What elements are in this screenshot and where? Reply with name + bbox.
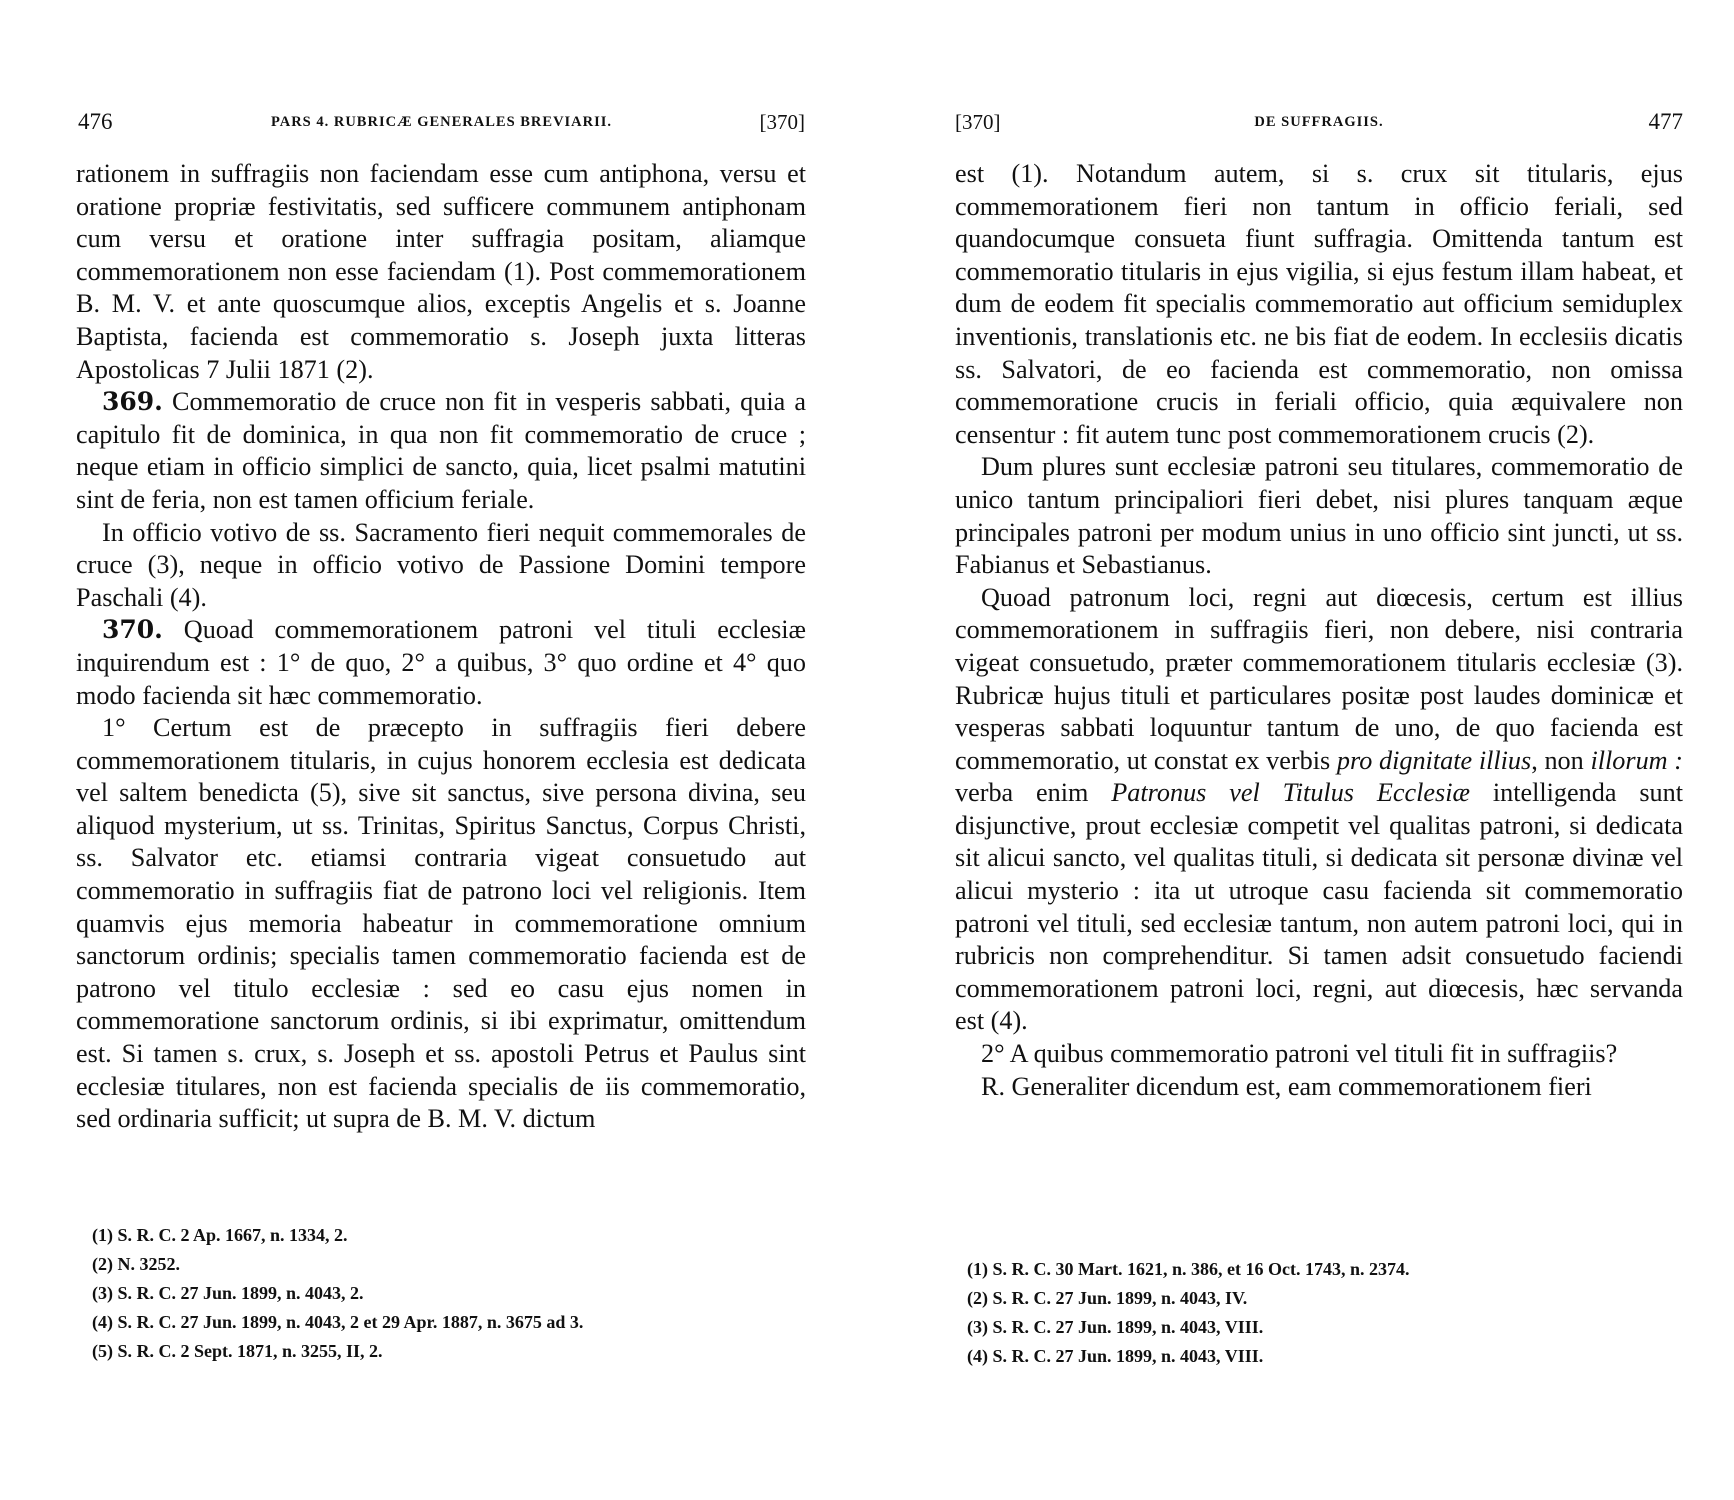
paragraph: R. Generaliter dicendum est, eam commemorationem fieri <box>981 1071 1592 1101</box>
footnote: (1) S. R. C. 2 Ap. 1667, n. 1334, 2. <box>92 1225 348 1245</box>
paragraph: est (1). Notandum autem, si s. crux sit titularis, ejus commemorationem fieri non tantum in officio feriali, sed quandocumque consueta fiunt suffragia. Omittenda tantum est commemoratio titularis in ejus vigilia, si ejus festum illam habeat, et dum de eodem fit specialis commemoratio aut officium semiduplex inventionis, translationis etc. ne bis fiat de eodem. In ecclesiis dicatis ss. Salvatori, de eo facienda est commemoratio, non omissa commemoratione crucis in feriali officio, quia æquivalere non censentur : fit autem tunc post commemorationem crucis (2). <box>955 159 1683 449</box>
footnotes <box>92 1221 792 1366</box>
page-number: 476 <box>78 109 113 134</box>
paragraph: In officio votivo de ss. Sacramento fieri nequit commemorales de cruce (3), neque in officio votivo de Passione Domini tempore Paschali (4). <box>76 517 806 612</box>
body-text <box>955 158 1683 1103</box>
paragraph-number: 369. <box>102 387 163 417</box>
italic-phrase: Patronus vel Titulus Ecclesiæ <box>1111 778 1470 808</box>
running-head <box>78 108 805 136</box>
paragraph: Dum plures sunt ecclesiæ patroni seu titulares, commemoratio de unico tantum principaliori fieri debet, nisi plures tanquam æque principales patroni per modum unius in uno officio sint juncti, ut ss. Fabianus et Sebastianus. <box>955 452 1683 580</box>
footnote: (5) S. R. C. 2 Sept. 1871, n. 3255, II, 2. <box>92 1341 383 1361</box>
page-number: 477 <box>1648 109 1683 134</box>
footnote: (3) S. R. C. 27 Jun. 1899, n. 4043, VIII. <box>967 1317 1264 1337</box>
running-title: DE SUFFRAGIIS. <box>1254 114 1384 130</box>
paragraph: rationem in suffragiis non faciendam esse cum antiphona, versu et oratione propriæ festivitatis, sed sufficere communem antiphonam cum versu et oratione inter suffragia positam, aliamque commemorationem non esse faciendam (1). Post commemorationem B. M. V. et ante quoscumque alios, exceptis Angelis et s. Joanne Baptista, facienda est commemoratio s. Joseph juxta litteras Apostolicas 7 Julii 1871 (2). <box>76 159 806 384</box>
footnote: (4) S. R. C. 27 Jun. 1899, n. 4043, VIII. <box>967 1346 1264 1366</box>
body-text <box>76 158 806 1136</box>
footnote: (3) S. R. C. 27 Jun. 1899, n. 4043, 2. <box>92 1283 364 1303</box>
footnote: (4) S. R. C. 27 Jun. 1899, n. 4043, 2 et 29 Apr. 1887, n. 3675 ad 3. <box>92 1312 584 1332</box>
paragraph: 2° A quibus commemoratio patroni vel tituli fit in suffragiis? <box>981 1039 1618 1069</box>
paragraph: 1° Certum est de præcepto in suffragiis fieri debere commemorationem titularis, in cujus honorem ecclesia est dedicata vel saltem benedicta (5), sive sit sanctus, sive persona divina, seu aliquod mysterium, ut ss. Trinitas, Spiritus Sanctus, Corpus Christi, ss. Salvator etc. etiamsi contraria vigeat consuetudo aut commemoratio in suffragiis fiat de patrono loci vel religionis. Item quamvis ejus memoria habeatur in commemoratione omnium sanctorum ordinis; specialis tamen commemoratio facienda est de patrono vel titulo ecclesiæ : sed eo casu ejus nomen in commemoratione sanctorum ordinis, si ibi exprimatur, omittendum est. Si tamen s. crux, s. Joseph et ss. apostoli Petrus et Paulus sint ecclesiæ titulares, non est facienda specialis de iis commemoratio, sed ordinaria sufficit; ut supra de B. M. V. dictum <box>76 713 806 1134</box>
running-title: PARS 4. RUBRICÆ GENERALES BREVIARII. <box>270 114 613 130</box>
section-ref: [370] <box>955 110 1001 134</box>
paragraph: 370. Quoad commemorationem patroni vel tituli ecclesiæ inquirendum est : 1° de quo, 2° a quibus, 3° quo ordine et 4° quo modo facienda sit hæc commemoratio. <box>76 615 806 710</box>
italic-phrase: illorum : <box>1590 745 1683 775</box>
paragraph: 369. Commemoratio de cruce non fit in vesperis sabbati, quia a capitulo fit de dominica, in qua non fit commemoratio de cruce ; neque etiam in officio simplici de sancto, quia, licet psalmi matutini sint de feria, non est tamen officium feriale. <box>76 387 807 514</box>
running-head <box>955 108 1683 136</box>
italic-phrase: pro dignitate illius <box>1336 745 1532 775</box>
footnotes <box>967 1255 1667 1371</box>
paragraph-number: 370. <box>102 615 163 645</box>
footnote: (2) S. R. C. 27 Jun. 1899, n. 4043, IV. <box>967 1288 1248 1308</box>
right-page <box>867 0 1734 1500</box>
section-ref: [370] <box>759 110 805 134</box>
paragraph: Quoad patronum loci, regni aut diœcesis, certum est illius commemorationem in suffragiis fieri, non debere, nisi contraria vigeat consuetudo, præter commemorationem titularis ecclesiæ (3). Rubricæ hujus tituli et particulares positæ post laudes dominicæ et vesperas sabbati loquuntur tantum de uno, de quo facienda est commemoratio, ut constat ex verbis pro dignitate illius, non illorum : verba enim Patronus vel Titulus Ecclesiæ intelligenda sunt disjunctive, prout ecclesiæ competit vel qualitas patroni, si dedicata sit alicui sancto, vel qualitas tituli, si dedicata sit personæ divinæ vel alicui mysterio : ita ut utroque casu facienda sit commemoratio patroni vel tituli, sed ecclesiæ tantum, non autem patroni loci, qui in rubricis non comprehenditur. Si tamen adsit consuetudo faciendi commemorationem patroni loci, regni, aut diœcesis, hæc servanda est (4). <box>955 582 1683 1036</box>
footnote: (2) N. 3252. <box>92 1254 180 1274</box>
footnote: (1) S. R. C. 30 Mart. 1621, n. 386, et 16 Oct. 1743, n. 2374. <box>967 1259 1410 1279</box>
